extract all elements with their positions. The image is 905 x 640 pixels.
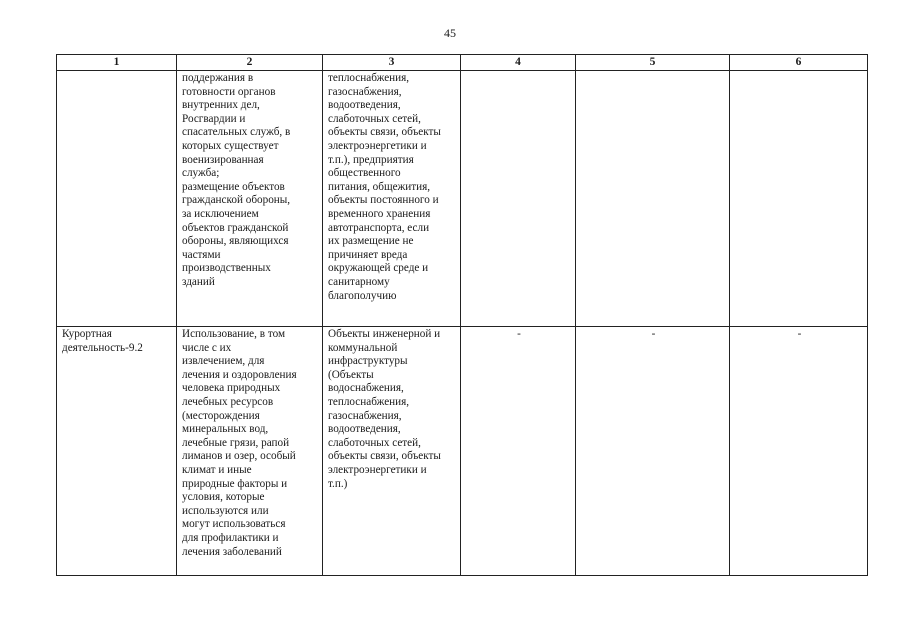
cell-text-line: обороны, являющихся	[182, 235, 289, 248]
cell-text-line: т.п.)	[328, 477, 348, 490]
table-row	[57, 71, 868, 327]
cell-text-line: водоснабжения,	[328, 382, 404, 395]
cell-permitted-objects	[323, 71, 461, 327]
cell-text-line: для профилактики и	[182, 531, 279, 544]
cell-text-line: производственных	[182, 262, 271, 275]
column-header-5: 5	[576, 55, 730, 71]
column-header-1: 1	[57, 55, 177, 71]
cell-text-line: автотранспорта, если	[328, 221, 430, 234]
cell-text-line: могут использоваться	[182, 518, 286, 531]
cell-text-line: временного хранения	[328, 207, 431, 220]
column-header-3: 3	[323, 55, 461, 71]
cell-text-line: спасательных служб, в	[182, 126, 291, 139]
cell-text-line: объекты связи, объекты	[328, 126, 441, 139]
cell-text-line: природные факторы и	[182, 477, 288, 490]
cell-text-line: благополучию	[328, 289, 397, 302]
cell-text-line: газоснабжения,	[328, 85, 402, 98]
cell-text-line: Объекты инженерной и	[328, 328, 441, 340]
page-number: 45	[444, 26, 456, 40]
cell-text-line: извлечением, для	[182, 355, 265, 368]
cell-text-line: используются или	[182, 504, 269, 517]
column-header-6: 6	[730, 55, 868, 71]
cell-text-line: объекты постоянного и	[328, 194, 439, 207]
column-header-4: 4	[461, 55, 576, 71]
cell-text-line: служба;	[182, 167, 220, 180]
cell-text-line: лечения заболеваний	[182, 545, 282, 558]
cell-text-line: газоснабжения,	[328, 409, 402, 422]
cell-type-of-use	[57, 327, 177, 576]
cell-text-line: (месторождения	[182, 409, 260, 422]
cell-column-6: -	[730, 327, 868, 576]
cell-text-line: Курортная	[62, 328, 112, 340]
cell-permitted-objects	[323, 327, 461, 576]
cell-text-line: лечения и оздоровления	[182, 368, 297, 381]
cell-text-line: объектов гражданской	[182, 221, 289, 234]
cell-text-line: лечебных ресурсов	[182, 395, 274, 408]
cell-text-line: лечебные грязи, рапой	[182, 436, 290, 449]
cell-text-line: человека природных	[182, 382, 281, 395]
cell-text-line: общественного	[328, 167, 401, 180]
cell-text-line: инфраструктуры	[328, 355, 408, 368]
cell-description	[177, 327, 323, 576]
cell-text-line: размещение объектов	[182, 180, 285, 193]
cell-text-line: слаботочных сетей,	[328, 436, 421, 449]
cell-text-line: поддержания в	[182, 72, 254, 84]
cell-text-line: причиняет вреда	[328, 248, 408, 261]
cell-text-line: объекты связи, объекты	[328, 450, 441, 463]
document-table	[56, 54, 868, 576]
cell-column-6	[730, 71, 868, 327]
cell-text-line: лиманов и озер, особый	[182, 450, 296, 463]
cell-column-4: -	[461, 327, 576, 576]
cell-text-line: т.п.), предприятия	[328, 153, 414, 166]
cell-text-line: их размещение не	[328, 235, 414, 248]
cell-text-line: Использование, в том	[182, 328, 286, 340]
cell-text-line: теплоснабжения,	[328, 395, 410, 408]
cell-text-line: слаботочных сетей,	[328, 112, 421, 125]
cell-text-line: Росгвардии и	[182, 112, 246, 125]
cell-text-line: водоотведения,	[328, 423, 401, 436]
cell-text-line: минеральных вод,	[182, 423, 269, 436]
cell-text-line: зданий	[182, 275, 215, 288]
cell-text-line: условия, которые	[182, 491, 265, 504]
cell-text-line: водоотведения,	[328, 99, 401, 112]
cell-text-line: внутренних дел,	[182, 99, 260, 112]
table-header-row	[57, 55, 868, 71]
cell-text-line: климат и иные	[182, 463, 252, 476]
cell-text-line: электроэнергетики и	[328, 463, 427, 476]
cell-column-5: -	[576, 327, 730, 576]
cell-text-line: электроэнергетики и	[328, 139, 427, 152]
cell-text-line: за исключением	[182, 207, 259, 220]
cell-text-line: деятельность-9.2	[62, 341, 143, 354]
cell-text-line: гражданской обороны,	[182, 194, 291, 207]
cell-text-line: питания, общежития,	[328, 180, 431, 193]
cell-text-line: (Объекты	[328, 368, 374, 381]
table-row	[57, 327, 868, 576]
column-header-2: 2	[177, 55, 323, 71]
cell-type-of-use	[57, 71, 177, 327]
cell-column-5	[576, 71, 730, 327]
cell-description	[177, 71, 323, 327]
cell-text-line: окружающей среде и	[328, 262, 429, 275]
cell-text-line: теплоснабжения,	[328, 72, 410, 84]
cell-column-4	[461, 71, 576, 327]
cell-text-line: готовности органов	[182, 85, 276, 98]
cell-text-line: частями	[182, 248, 221, 261]
cell-text-line: коммунальной	[328, 341, 398, 354]
cell-text-line: числе с их	[182, 341, 232, 354]
cell-text-line: военизированная	[182, 153, 264, 166]
cell-text-line: которых существует	[182, 139, 279, 152]
cell-text-line: санитарному	[328, 275, 390, 288]
